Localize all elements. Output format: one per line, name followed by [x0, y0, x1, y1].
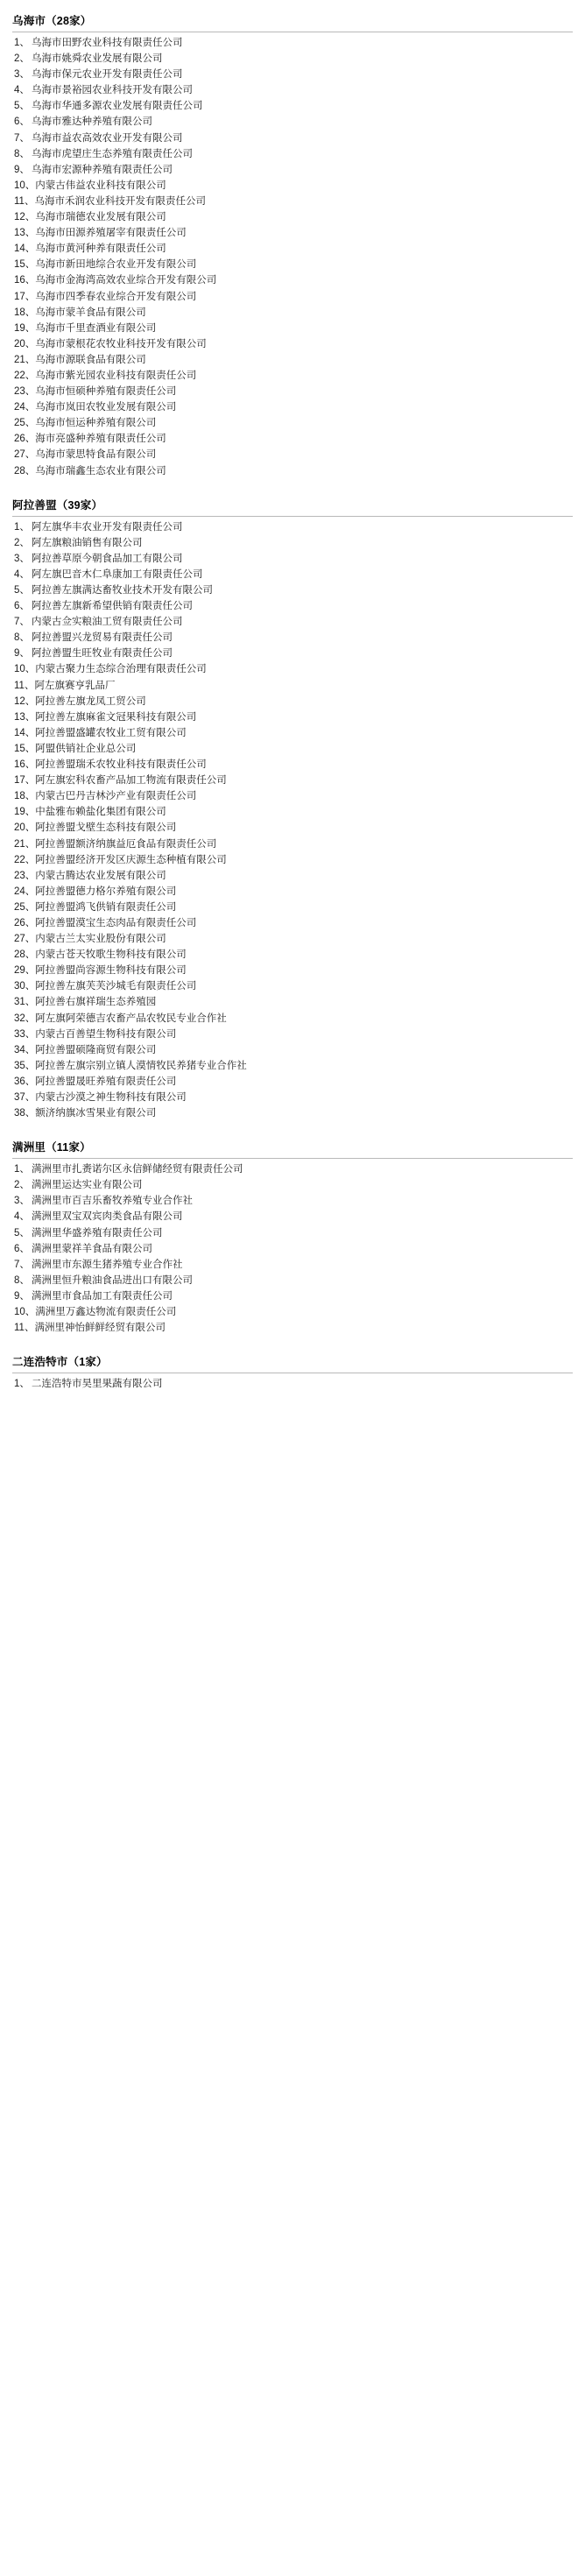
- list-item-index: 1、: [14, 38, 30, 48]
- list-item-index: 11、: [14, 1323, 35, 1334]
- list-item: [12, 1090, 573, 1105]
- list-item-label: 乌海市田源养殖屠宰有限责任公司: [35, 228, 187, 239]
- list-item: [12, 900, 573, 915]
- list-item-index: 3、: [14, 1196, 30, 1207]
- list-item-label: 乌海市恒硕种养殖有限责任公司: [35, 386, 177, 398]
- list-item-index: 32、: [14, 1013, 36, 1024]
- list-item: [12, 336, 573, 352]
- list-item-label: 乌海市姚舜农业发展有限公司: [32, 53, 163, 65]
- list-item-index: 3、: [14, 553, 30, 564]
- region-section: [12, 1135, 573, 1344]
- list-item-label: 二连浩特市昊里果蔬有限公司: [32, 1379, 163, 1390]
- list-item: [12, 1376, 573, 1392]
- list-item: [12, 321, 573, 336]
- list-item-index: 6、: [14, 601, 30, 612]
- list-item: [12, 661, 573, 677]
- list-item-index: 7、: [14, 132, 30, 144]
- list-item: [12, 884, 573, 900]
- list-item-index: 14、: [14, 243, 36, 255]
- list-item-label: 阿拉善盟晟旺养殖有限责任公司: [35, 1076, 177, 1087]
- section-spacer: [12, 479, 573, 488]
- list-item-index: 12、: [14, 212, 36, 223]
- list-item-index: 2、: [14, 1180, 30, 1191]
- list-item-index: 8、: [14, 1274, 30, 1286]
- list-item-index: 6、: [14, 116, 30, 128]
- list-item: [12, 788, 573, 804]
- list-item: [12, 415, 573, 431]
- list-item-label: 阿拉善盟德力格尔养殖有限公司: [35, 886, 177, 897]
- list-item: [12, 1105, 573, 1121]
- list-item: [12, 1225, 573, 1241]
- list-item: [12, 447, 573, 462]
- list-item-index: 13、: [14, 228, 36, 239]
- list-item-label: 乌海市瑞鑫生态农业有限公司: [35, 465, 166, 476]
- list-item-label: 乌海市景裕园农业科技开发有限公司: [32, 85, 193, 96]
- list-item-label: 乌海市益农高效农业开发有限公司: [32, 132, 183, 144]
- list-item: [12, 630, 573, 646]
- list-item-index: 8、: [14, 632, 30, 644]
- list-item-label: 乌海市新田地综合农业开发有限公司: [35, 259, 197, 271]
- list-item-label: 阿拉善盟硕隆商贸有限公司: [35, 1044, 157, 1055]
- list-item: [12, 582, 573, 598]
- list-item-index: 35、: [14, 1060, 36, 1071]
- list-item-index: 16、: [14, 759, 36, 771]
- list-item-label: 内蒙古苍天牧歌生物科技有限公司: [35, 949, 187, 961]
- list-item-index: 17、: [14, 775, 36, 787]
- list-item-label: 阿拉善盟盛罐农牧业工贸有限公司: [35, 727, 187, 738]
- company-list: [12, 519, 573, 1122]
- list-item-label: 满洲里运达实业有限公司: [32, 1180, 143, 1191]
- list-item-label: 阿左旗赛亨乳品厂: [34, 680, 116, 691]
- list-item-index: 16、: [14, 275, 36, 286]
- list-item-label: 阿拉善盟漠宝生态肉品有限责任公司: [35, 917, 197, 928]
- list-item: [12, 1161, 573, 1177]
- section-spacer: [12, 1336, 573, 1344]
- list-item-index: 11、: [14, 680, 35, 691]
- list-item-label: 阿拉善左旗麻雀文冠果科技有限公司: [35, 711, 197, 723]
- list-item-index: 17、: [14, 291, 36, 302]
- list-item: [12, 820, 573, 836]
- list-item-index: 5、: [14, 101, 30, 112]
- list-item-index: 14、: [14, 727, 36, 738]
- list-item-label: 阿拉善盟戈壁生态科技有限公司: [35, 822, 177, 834]
- section-divider: [12, 516, 573, 517]
- list-item-index: 4、: [14, 1211, 30, 1223]
- list-item: [12, 567, 573, 582]
- list-item-index: 36、: [14, 1076, 36, 1087]
- list-item-label: 乌海市雅达种养殖有限公司: [32, 116, 152, 128]
- list-item-label: 乌海市田野农业科技有限责任公司: [32, 38, 183, 48]
- list-item: [12, 852, 573, 868]
- list-item-label: 内蒙古聚力生态综合治理有限责任公司: [35, 664, 207, 675]
- list-item-index: 21、: [14, 838, 36, 850]
- section-title: 满洲里（11家）: [12, 1141, 91, 1154]
- list-item-label: 阿拉善盟尚容源生物科技有限公司: [35, 965, 187, 977]
- list-item-index: 1、: [14, 521, 30, 533]
- list-item-index: 11、: [14, 195, 35, 207]
- list-item: [12, 709, 573, 725]
- list-item: [12, 804, 573, 820]
- list-item-label: 内蒙古沙漠之神生物科技有限公司: [35, 1092, 187, 1103]
- list-item-index: 22、: [14, 854, 36, 865]
- list-item-index: 6、: [14, 1243, 30, 1254]
- region-section: [12, 493, 573, 1131]
- list-item: [12, 1058, 573, 1074]
- list-item: [12, 646, 573, 661]
- list-item-index: 26、: [14, 917, 36, 928]
- section-title: 阿拉善盟（39家）: [12, 498, 103, 512]
- list-item-index: 27、: [14, 449, 36, 461]
- list-item-index: 22、: [14, 370, 36, 381]
- list-item: [12, 225, 573, 241]
- list-item-index: 10、: [14, 664, 36, 675]
- list-item-index: 3、: [14, 69, 30, 81]
- list-item: [12, 368, 573, 384]
- list-item: [12, 947, 573, 963]
- list-item: [12, 1257, 573, 1273]
- list-item: [12, 598, 573, 614]
- list-item: [12, 1241, 573, 1257]
- list-item-index: 10、: [14, 180, 36, 191]
- list-item: [12, 305, 573, 321]
- list-item-label: 阿拉善盟生旺牧业有限责任公司: [32, 648, 173, 660]
- list-item: [12, 194, 573, 209]
- list-item-index: 25、: [14, 901, 36, 913]
- list-item: [12, 1193, 573, 1209]
- list-item-label: 满洲里市食品加工有限责任公司: [32, 1290, 173, 1302]
- list-item-index: 21、: [14, 354, 36, 365]
- list-item-label: 满洲里双宝双宾肉类食品有限公司: [32, 1211, 183, 1223]
- list-item-label: 阿拉善盟瑞禾农牧业科技有限责任公司: [35, 759, 207, 771]
- list-item: [12, 431, 573, 447]
- list-item: [12, 694, 573, 709]
- list-item-label: 阿左旗巴音木仁阜康加工有限责任公司: [32, 568, 203, 580]
- list-item-label: 阿拉善盟兴龙贸易有限责任公司: [32, 632, 173, 644]
- list-item: [12, 399, 573, 415]
- list-item: [12, 1027, 573, 1042]
- list-item: [12, 931, 573, 947]
- list-item-label: 满洲里华盛养殖有限责任公司: [32, 1227, 163, 1239]
- list-item-index: 9、: [14, 648, 30, 660]
- list-item-index: 15、: [14, 259, 36, 271]
- list-item-index: 20、: [14, 338, 36, 349]
- list-item-index: 18、: [14, 307, 36, 318]
- list-item-label: 乌海市华通多源农业发展有限责任公司: [32, 101, 203, 112]
- sections-container: [12, 9, 573, 1401]
- list-item: [12, 1288, 573, 1304]
- list-item-index: 27、: [14, 934, 36, 945]
- list-item-index: 28、: [14, 465, 36, 476]
- list-item: [12, 1320, 573, 1336]
- list-item: [12, 963, 573, 978]
- list-item: [12, 209, 573, 225]
- list-item-index: 24、: [14, 886, 36, 897]
- list-item-label: 阿拉善左旗芙芙沙城毛有限责任公司: [35, 981, 197, 992]
- list-item: [12, 915, 573, 931]
- list-item-index: 8、: [14, 148, 30, 159]
- list-item-index: 19、: [14, 807, 36, 818]
- list-item-label: 满洲里恒升粮油食品进出口有限公司: [32, 1274, 193, 1286]
- list-item-label: 额济纳旗冰雪果业有限公司: [35, 1108, 157, 1119]
- list-item-label: 乌海市保元农业开发有限责任公司: [32, 69, 183, 81]
- list-item-label: 满洲里万鑫达物流有限责任公司: [35, 1307, 177, 1318]
- list-item-index: 37、: [14, 1092, 36, 1103]
- list-item: [12, 384, 573, 399]
- list-item-label: 乌海市岚田农牧业发展有限公司: [35, 402, 177, 413]
- list-item-index: 38、: [14, 1108, 36, 1119]
- region-section: [12, 9, 573, 488]
- list-item: [12, 1209, 573, 1224]
- company-list: [12, 35, 573, 479]
- list-item-index: 13、: [14, 711, 36, 723]
- list-item-index: 15、: [14, 743, 36, 754]
- list-item: [12, 1074, 573, 1090]
- section-spacer: [12, 1121, 573, 1130]
- list-item-index: 7、: [14, 617, 30, 628]
- list-item: [12, 773, 573, 788]
- list-item-index: 9、: [14, 164, 30, 175]
- list-item-label: 乌海市紫光园农业科技有限责任公司: [35, 370, 197, 381]
- list-item-index: 23、: [14, 870, 36, 881]
- list-item: [12, 836, 573, 852]
- list-item-label: 乌海市瑞德农业发展有限公司: [35, 212, 166, 223]
- list-item-label: 乌海市虎望庄生态养殖有限责任公司: [32, 148, 193, 159]
- list-item: [12, 82, 573, 98]
- list-item: [12, 67, 573, 82]
- list-item: [12, 978, 573, 994]
- list-item-label: 内蒙古腾达农业发展有限公司: [35, 870, 166, 881]
- company-list: [12, 1161, 573, 1336]
- list-item: [12, 535, 573, 551]
- list-item-index: 5、: [14, 1227, 30, 1239]
- list-item: [12, 289, 573, 305]
- list-item-index: 2、: [14, 537, 30, 548]
- list-item-label: 内蒙古巴丹吉林沙产业有限责任公司: [35, 791, 197, 802]
- list-item: [12, 463, 573, 479]
- list-item-index: 5、: [14, 585, 30, 596]
- list-item-label: 阿拉善左旗满达畜牧业技术开发有限公司: [32, 585, 213, 596]
- list-item-label: 满洲里神怡鲜鲜经贸有限公司: [34, 1323, 166, 1334]
- list-item-label: 乌海市蒙羊食品有限公司: [35, 307, 146, 318]
- list-item-label: 乌海市四季春农业综合开发有限公司: [35, 291, 197, 302]
- list-item-label: 内蒙古佥实粮油工贸有限责任公司: [32, 617, 183, 628]
- list-item-label: 满洲里市百吉乐畜牧养殖专业合作社: [32, 1196, 193, 1207]
- list-item-label: 内蒙古伟益农业科技有限公司: [35, 180, 166, 191]
- list-item-label: 阿盟供销社企业总公司: [35, 743, 137, 754]
- list-item-label: 乌海市黄河种养有限责任公司: [35, 243, 166, 255]
- list-item: [12, 741, 573, 757]
- company-list: [12, 1376, 573, 1392]
- list-item-index: 1、: [14, 1164, 30, 1175]
- list-item-label: 乌海市千里查酒业有限公司: [35, 322, 157, 334]
- list-item: [12, 1011, 573, 1027]
- list-item: [12, 868, 573, 884]
- list-item-index: 4、: [14, 568, 30, 580]
- list-item-label: 阿左旗宏科农畜产品加工物流有限责任公司: [35, 775, 227, 787]
- list-item-index: 30、: [14, 981, 36, 992]
- list-item-index: 33、: [14, 1028, 36, 1040]
- list-item-label: 内蒙古百善望生物科技有限公司: [35, 1028, 177, 1040]
- list-item: [12, 1177, 573, 1193]
- list-item-label: 阿拉善左旗宗别立镇人漠情牧民养猪专业合作社: [35, 1060, 247, 1071]
- list-item-label: 阿拉善左旗龙凤工贸公司: [35, 695, 146, 707]
- list-item-label: 阿拉善盟经济开发区庆源生态种植有限公司: [35, 854, 227, 865]
- section-divider: [12, 1158, 573, 1159]
- list-item-index: 9、: [14, 1290, 30, 1302]
- list-item: [12, 757, 573, 773]
- section-title: 乌海市（28家）: [12, 15, 92, 27]
- list-item: [12, 551, 573, 567]
- list-item-index: 1、: [14, 1379, 30, 1390]
- list-item: [12, 1304, 573, 1320]
- list-item-label: 乌海市金海湾高效农业综合开发有限公司: [35, 275, 217, 286]
- list-item-label: 阿左旗阿荣德吉农畜产品农牧民专业合作社: [35, 1013, 227, 1024]
- list-item: [12, 178, 573, 194]
- list-item: [12, 241, 573, 257]
- list-item-label: 乌海市蒙思特食品有限公司: [35, 449, 157, 461]
- list-item-index: 18、: [14, 791, 36, 802]
- list-item-label: 乌海市宏源种养殖有限责任公司: [32, 164, 173, 175]
- list-item: [12, 1042, 573, 1058]
- list-item-index: 10、: [14, 1307, 36, 1318]
- list-item-index: 12、: [14, 695, 36, 707]
- list-item: [12, 352, 573, 368]
- list-item: [12, 162, 573, 178]
- list-item-label: 阿拉善左旗新希望供销有限责任公司: [32, 601, 193, 612]
- list-item-index: 19、: [14, 322, 36, 334]
- list-item-label: 阿拉善草原今朝食品加工有限公司: [32, 553, 183, 564]
- list-item-label: 乌海市恒运种养殖有限公司: [35, 418, 157, 429]
- list-item-index: 2、: [14, 53, 30, 65]
- list-item-label: 内蒙古兰太实业股份有限公司: [35, 934, 166, 945]
- list-item-label: 阿拉善盟鸿飞供销有限责任公司: [35, 901, 177, 913]
- list-item-label: 阿拉善右旗祥瑞生态养殖园: [35, 997, 157, 1008]
- section-spacer: [12, 1392, 573, 1401]
- list-item-index: 26、: [14, 434, 36, 445]
- list-item: [12, 98, 573, 114]
- list-item: [12, 994, 573, 1010]
- list-item-label: 海市亮盛种养殖有限责任公司: [35, 434, 166, 445]
- list-item-index: 31、: [14, 997, 36, 1008]
- section-title: 二连浩特市（1家）: [12, 1356, 108, 1369]
- list-item: [12, 257, 573, 272]
- list-item-label: 中盐雅布赖盐化集团有限公司: [35, 807, 166, 818]
- region-section: [12, 1350, 573, 1401]
- list-item: [12, 146, 573, 162]
- list-item-label: 满洲里市扎赉诺尔区永信鲜储经贸有限责任公司: [32, 1164, 243, 1175]
- list-item-label: 阿左旗粮油销售有限公司: [32, 537, 143, 548]
- list-item-label: 阿拉善盟额济纳旗益厄食品有限责任公司: [35, 838, 217, 850]
- list-item-label: 乌海市源联食品有限公司: [35, 354, 146, 365]
- list-item-index: 7、: [14, 1259, 30, 1270]
- list-item: [12, 725, 573, 741]
- list-item-label: 乌海市禾润农业科技开发有限责任公司: [34, 195, 206, 207]
- list-item: [12, 519, 573, 535]
- list-item: [12, 131, 573, 146]
- list-item-index: 29、: [14, 965, 36, 977]
- list-item-index: 4、: [14, 85, 30, 96]
- list-item-index: 23、: [14, 386, 36, 398]
- list-item: [12, 614, 573, 630]
- list-item-label: 阿左旗华丰农业开发有限责任公司: [32, 521, 183, 533]
- list-item: [12, 678, 573, 694]
- list-item-index: 25、: [14, 418, 36, 429]
- list-item-index: 28、: [14, 949, 36, 961]
- list-item-label: 满洲里市东源生猪养殖专业合作社: [32, 1259, 183, 1270]
- list-item-index: 34、: [14, 1044, 36, 1055]
- list-item: [12, 272, 573, 288]
- list-item-index: 20、: [14, 822, 36, 834]
- list-item: [12, 35, 573, 51]
- list-item: [12, 51, 573, 67]
- list-item-label: 乌海市蒙根花农牧业科技开发有限公司: [35, 338, 207, 349]
- list-item: [12, 1273, 573, 1288]
- list-item: [12, 114, 573, 130]
- list-item-label: 满洲里蒙祥羊食品有限公司: [32, 1243, 152, 1254]
- list-item-index: 24、: [14, 402, 36, 413]
